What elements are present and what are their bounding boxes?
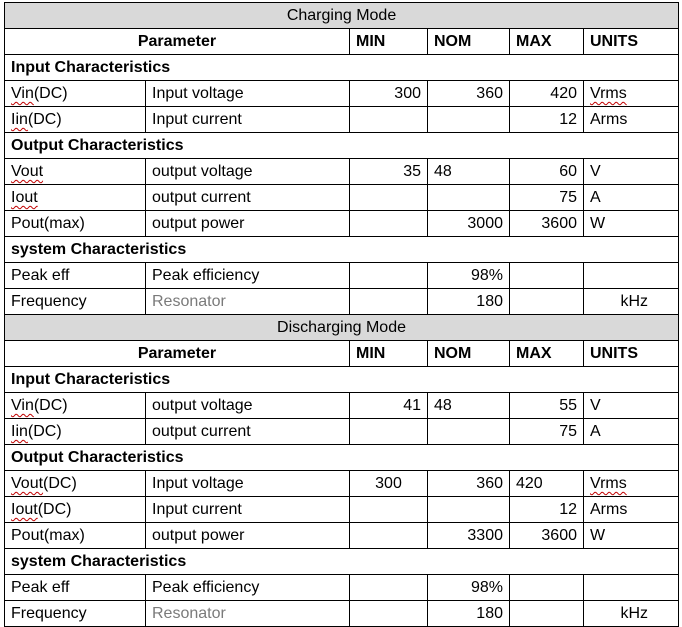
units-cell: W — [584, 523, 679, 549]
min-cell — [350, 185, 428, 211]
units-cell: A — [584, 419, 679, 445]
max-cell: 420 — [510, 81, 584, 107]
description-cell: Resonator — [146, 289, 350, 315]
max-cell — [510, 263, 584, 289]
description-cell: Input voltage — [146, 81, 350, 107]
units-cell: Vrms — [584, 471, 679, 497]
units-cell: Arms — [584, 497, 679, 523]
table-row — [5, 497, 679, 523]
nom-cell: 48 — [428, 393, 510, 419]
section-row — [5, 445, 679, 471]
description-cell: output current — [146, 185, 350, 211]
min-cell — [350, 211, 428, 237]
charging-mode-row — [5, 3, 679, 29]
symbol-cell: Frequency — [5, 601, 146, 627]
section-row — [5, 367, 679, 393]
description-cell: output voltage — [146, 159, 350, 185]
max-cell — [510, 575, 584, 601]
units-cell: Arms — [584, 107, 679, 133]
max-cell: 60 — [510, 159, 584, 185]
min-cell — [350, 497, 428, 523]
max-cell: 55 — [510, 393, 584, 419]
section-row — [5, 549, 679, 575]
header-max: MAX — [510, 341, 584, 367]
header-parameter: Parameter — [5, 341, 350, 367]
table-row — [5, 471, 679, 497]
min-cell: 35 — [350, 159, 428, 185]
nom-cell: 360 — [428, 81, 510, 107]
max-cell: 420 — [510, 471, 584, 497]
symbol-cell: Pout(max) — [5, 211, 146, 237]
units-cell: W — [584, 211, 679, 237]
units-cell — [584, 263, 679, 289]
table-row — [5, 185, 679, 211]
header-min: MIN — [350, 29, 428, 55]
section-output: Output Characteristics — [5, 133, 679, 159]
symbol-cell: Iout(DC) — [5, 497, 146, 523]
section-row — [5, 237, 679, 263]
section-system: system Characteristics — [5, 237, 679, 263]
header-parameter: Parameter — [5, 29, 350, 55]
description-cell: Input voltage — [146, 471, 350, 497]
discharging-mode-title: Discharging Mode — [5, 315, 679, 341]
nom-cell — [428, 497, 510, 523]
min-cell — [350, 575, 428, 601]
min-cell — [350, 263, 428, 289]
header-units: UNITS — [584, 341, 679, 367]
min-cell — [350, 601, 428, 627]
table-row — [5, 601, 679, 627]
max-cell — [510, 601, 584, 627]
max-cell: 12 — [510, 497, 584, 523]
header-max: MAX — [510, 29, 584, 55]
header-nom: NOM — [428, 29, 510, 55]
min-cell: 41 — [350, 393, 428, 419]
units-cell: V — [584, 159, 679, 185]
units-cell — [584, 575, 679, 601]
max-cell: 75 — [510, 185, 584, 211]
symbol-cell: Pout(max) — [5, 523, 146, 549]
symbol-cell: Vout(DC) — [5, 471, 146, 497]
table-row — [5, 81, 679, 107]
max-cell: 75 — [510, 419, 584, 445]
header-nom: NOM — [428, 341, 510, 367]
nom-cell: 180 — [428, 289, 510, 315]
section-row — [5, 55, 679, 81]
table-row — [5, 159, 679, 185]
max-cell: 3600 — [510, 523, 584, 549]
description-cell: output power — [146, 523, 350, 549]
symbol-cell: Iout — [5, 185, 146, 211]
symbol-cell: Vout — [5, 159, 146, 185]
nom-cell: 180 — [428, 601, 510, 627]
description-cell: Peak efficiency — [146, 575, 350, 601]
section-row — [5, 133, 679, 159]
units-cell: kHz — [584, 601, 679, 627]
units-cell: kHz — [584, 289, 679, 315]
header-units: UNITS — [584, 29, 679, 55]
nom-cell — [428, 185, 510, 211]
symbol-cell: Iin(DC) — [5, 419, 146, 445]
table-row — [5, 419, 679, 445]
max-cell: 3600 — [510, 211, 584, 237]
units-cell: A — [584, 185, 679, 211]
symbol-cell: Peak eff — [5, 263, 146, 289]
units-cell: Vrms — [584, 81, 679, 107]
nom-cell: 48 — [428, 159, 510, 185]
section-input: Input Characteristics — [5, 367, 679, 393]
nom-cell: 98% — [428, 263, 510, 289]
charging-header-row — [5, 29, 679, 55]
table-row — [5, 289, 679, 315]
description-cell: Input current — [146, 107, 350, 133]
nom-cell: 3000 — [428, 211, 510, 237]
description-cell: Input current — [146, 497, 350, 523]
charging-mode-title: Charging Mode — [5, 3, 679, 29]
description-cell: Resonator — [146, 601, 350, 627]
table-row — [5, 575, 679, 601]
symbol-cell: Frequency — [5, 289, 146, 315]
section-output: Output Characteristics — [5, 445, 679, 471]
max-cell — [510, 289, 584, 315]
description-cell: output power — [146, 211, 350, 237]
description-cell: output voltage — [146, 393, 350, 419]
min-cell — [350, 419, 428, 445]
symbol-cell: Vin(DC) — [5, 81, 146, 107]
symbol-cell: Peak eff — [5, 575, 146, 601]
symbol-cell: Vin(DC) — [5, 393, 146, 419]
table-row — [5, 211, 679, 237]
description-cell: Peak efficiency — [146, 263, 350, 289]
discharging-header-row — [5, 341, 679, 367]
table-row — [5, 393, 679, 419]
table-row — [5, 263, 679, 289]
discharging-mode-row — [5, 315, 679, 341]
nom-cell: 3300 — [428, 523, 510, 549]
symbol-cell: Iin(DC) — [5, 107, 146, 133]
spec-table — [4, 2, 679, 627]
description-cell: output current — [146, 419, 350, 445]
min-cell — [350, 523, 428, 549]
min-cell: 300 — [350, 471, 428, 497]
nom-cell: 360 — [428, 471, 510, 497]
units-cell: V — [584, 393, 679, 419]
nom-cell — [428, 107, 510, 133]
table-row — [5, 523, 679, 549]
header-min: MIN — [350, 341, 428, 367]
min-cell — [350, 107, 428, 133]
nom-cell: 98% — [428, 575, 510, 601]
min-cell: 300 — [350, 81, 428, 107]
table-row — [5, 107, 679, 133]
section-system: system Characteristics — [5, 549, 679, 575]
section-input: Input Characteristics — [5, 55, 679, 81]
nom-cell — [428, 419, 510, 445]
min-cell — [350, 289, 428, 315]
max-cell: 12 — [510, 107, 584, 133]
